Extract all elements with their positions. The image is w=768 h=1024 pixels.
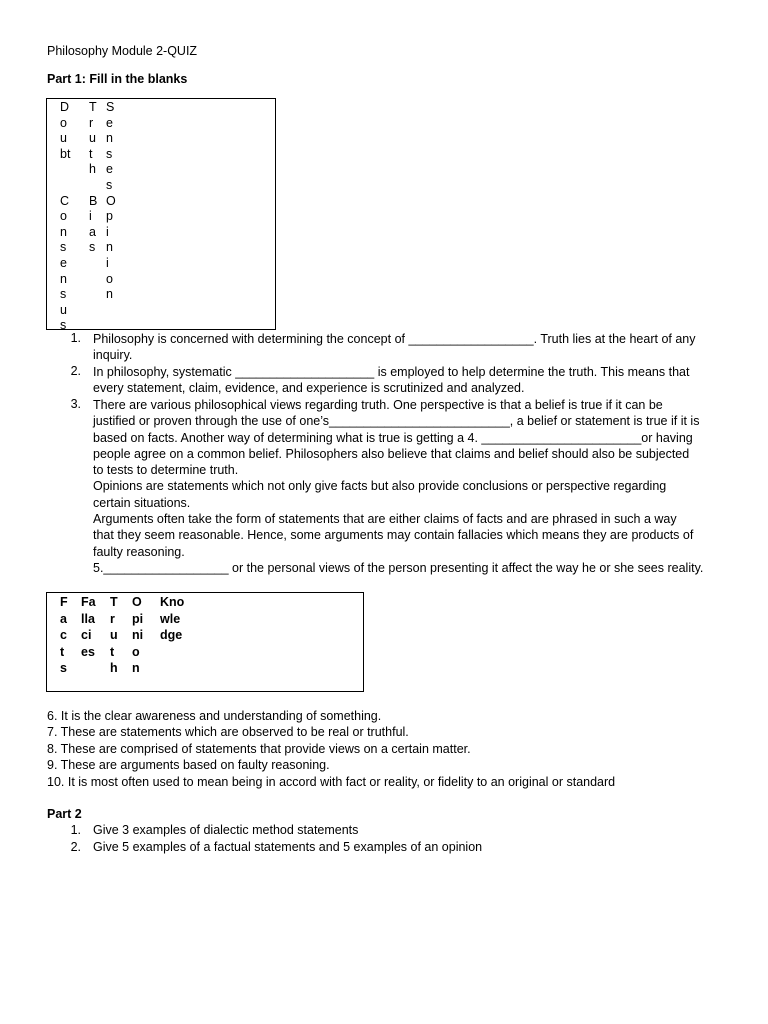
part2-heading: Part 2 <box>47 807 82 821</box>
word-box-letter: s <box>89 240 96 255</box>
word-box-letter: i <box>106 255 109 270</box>
page-title: Philosophy Module 2-QUIZ <box>47 44 198 58</box>
item-1-text <box>93 331 733 364</box>
word-box-letter: T <box>110 595 118 609</box>
word-box-letter: h <box>110 661 118 675</box>
word-box-letter: n <box>60 224 67 239</box>
item-line: In philosophy, systematic ____________________ is employed to help determine the truth. This means that <box>93 365 690 379</box>
word-box-2-column <box>81 594 96 660</box>
word-box-letter: s <box>106 146 113 161</box>
word-box-letter: a <box>89 224 96 239</box>
word-box-letter: O <box>132 595 142 609</box>
item-number: 3. <box>70 397 81 411</box>
word-box-2-column <box>132 594 143 677</box>
word-box-letter: e <box>106 162 113 177</box>
word-box-letter: e <box>106 115 113 130</box>
word-box-letter: s <box>60 318 67 333</box>
word-box-letter: wle <box>160 611 181 626</box>
word-box-letter: O <box>106 193 116 208</box>
word-box-letter: s <box>60 240 67 255</box>
word-box-letter: p <box>106 209 113 224</box>
word-box-2 <box>46 592 364 692</box>
word-box-letter: n <box>106 240 113 255</box>
item-3-text <box>93 397 733 576</box>
word-box-letter: i <box>89 209 92 224</box>
word-box-letter: T <box>89 100 97 114</box>
item-number: 1. <box>70 823 81 837</box>
item-line: every statement, claim, evidence, and experience is scrutinized and analyzed. <box>93 381 525 396</box>
item-line: Philosophy is concerned with determining the concept of __________________. Truth lies at the heart of any <box>93 332 696 346</box>
word-box-letter: o <box>60 115 67 130</box>
word-box-letter: t <box>89 146 93 161</box>
word-box-letter: Fa <box>81 595 96 609</box>
part2-item-1: Give 3 examples of dialectic method statements <box>93 823 359 837</box>
word-box-1-column <box>60 100 70 334</box>
item-line: certain situations. <box>93 495 191 510</box>
word-box-letter: es <box>81 644 95 659</box>
item-line: that they seem reasonable. Hence, some arguments may contain fallacies which means they are products of <box>93 528 694 543</box>
item-number: 1. <box>70 331 81 345</box>
item-line: Opinions are statements which not only give facts but also provide conclusions or perspective regarding <box>93 479 667 494</box>
item-number: 2. <box>70 364 81 378</box>
item-line: to tests to determine truth. <box>93 463 239 478</box>
word-box-letter: o <box>106 271 113 286</box>
question-6: 6. It is the clear awareness and understanding of something. <box>47 709 382 723</box>
word-box-letter: pi <box>132 611 144 626</box>
word-box-letter: S <box>106 100 115 114</box>
item-line: 5.__________________ or the personal views of the person presenting it affect the way he or she sees reality. <box>93 560 704 575</box>
word-box-letter <box>60 178 70 194</box>
word-box-letter: i <box>106 224 109 239</box>
word-box-letter: r <box>110 611 115 626</box>
item-2-text <box>93 364 733 397</box>
word-box-letter: n <box>132 661 140 675</box>
item-line: people agree on a common belief. Philosophers also believe that claims and belief should also be subjected <box>93 446 690 461</box>
question-7: 7. These are statements which are observed to be real or truthful. <box>47 725 409 739</box>
word-box-letter: r <box>89 115 94 130</box>
item-line: There are various philosophical views regarding truth. One perspective is that a belief is true if it can be <box>93 398 663 412</box>
word-box-letter: u <box>60 302 67 317</box>
question-8: 8. These are comprised of statements that provide views on a certain matter. <box>47 742 471 756</box>
word-box-letter: Kno <box>160 595 185 609</box>
part2-item-2: Give 5 examples of a factual statements and 5 examples of an opinion <box>93 840 483 854</box>
word-box-letter: a <box>60 611 67 626</box>
word-box-letter: C <box>60 193 70 208</box>
word-box-letter: D <box>60 100 70 114</box>
word-box-letter: u <box>110 628 118 642</box>
item-number: 2. <box>70 840 81 854</box>
word-box-letter: s <box>60 287 67 302</box>
word-box-letter: F <box>60 595 68 609</box>
item-line: based on facts. Another way of determining what is true is getting a 4. _______________________or having <box>93 430 693 445</box>
word-box-letter: e <box>60 255 67 270</box>
word-box-1 <box>46 98 276 333</box>
word-box-letter: lla <box>81 611 95 626</box>
word-box-1-column <box>106 100 116 303</box>
word-box-letter: s <box>106 177 113 192</box>
word-box-2-column <box>110 594 118 677</box>
word-box-letter: h <box>89 162 96 177</box>
word-box-letter: t <box>60 644 65 659</box>
word-box-letter: u <box>60 131 67 146</box>
word-box-letter: bt <box>60 146 71 161</box>
part1-heading: Part 1: Fill in the blanks <box>47 72 188 86</box>
item-line: faulty reasoning. <box>93 544 185 559</box>
word-box-letter: u <box>89 131 96 146</box>
word-box-letter: dge <box>160 628 183 642</box>
word-box-letter: B <box>89 193 98 208</box>
item-line: Arguments often take the form of statements that are either claims of facts and are phrased in such a way <box>93 512 677 527</box>
question-9: 9. These are arguments based on faulty reasoning. <box>47 758 330 772</box>
question-10: 10. It is most often used to mean being in accord with fact or reality, or fidelity to an original or standard <box>47 775 616 789</box>
word-box-letter <box>89 178 97 194</box>
word-box-letter: ni <box>132 628 144 642</box>
word-box-letter: s <box>60 661 67 675</box>
word-box-letter: t <box>110 644 115 659</box>
word-box-letter: o <box>60 209 67 224</box>
word-box-letter: o <box>132 644 140 659</box>
item-line: justified or proven through the use of one’s__________________________, a belief or statement is true if it is <box>93 414 700 429</box>
word-box-letter <box>60 162 70 178</box>
word-box-letter: ci <box>81 628 92 642</box>
word-box-1-column <box>89 100 97 256</box>
word-box-letter: c <box>60 628 67 642</box>
word-box-letter: n <box>106 131 113 146</box>
word-box-2-column <box>60 594 68 677</box>
word-box-letter: n <box>60 271 67 286</box>
word-box-2-column <box>160 594 184 644</box>
item-line: inquiry. <box>93 348 133 363</box>
word-box-letter: n <box>106 287 113 302</box>
